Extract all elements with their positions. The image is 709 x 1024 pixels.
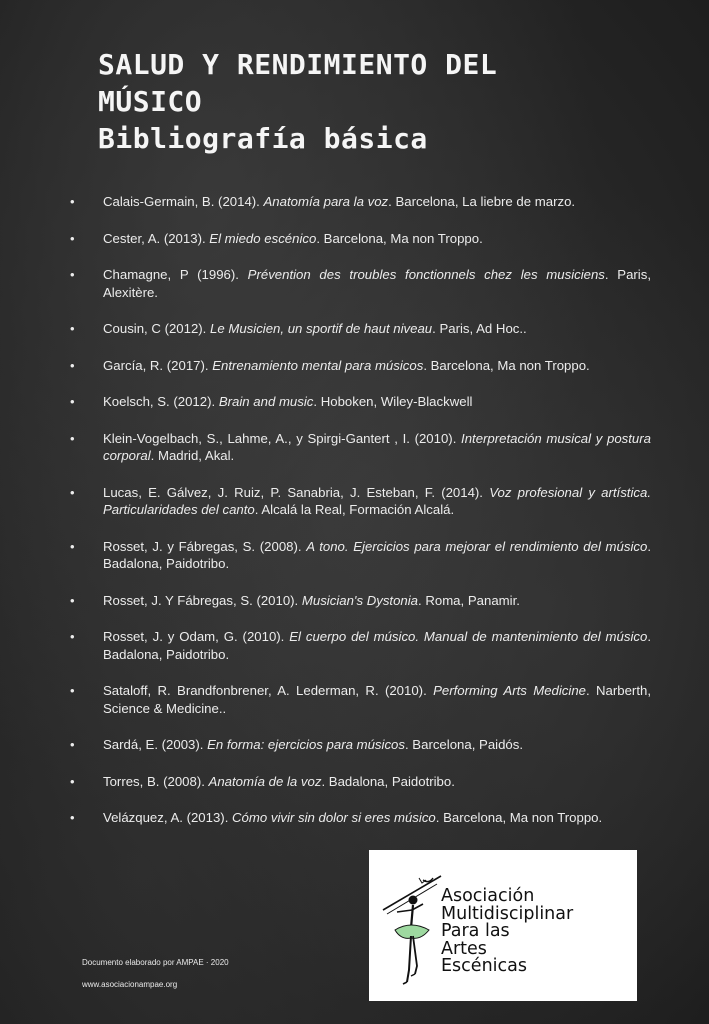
ref-publisher: . Barcelona, Paidós. (404, 737, 524, 752)
ref-publisher: . Paris, Ad Hoc.. (432, 321, 527, 336)
bullet-icon: • (70, 230, 75, 246)
ref-authors: Lucas, E. Gálvez, J. Ruiz, P. Sanabria, J. Esteban, F. (2014). (103, 484, 490, 500)
ampae-logo (369, 850, 637, 1001)
ref-publisher: . Barcelona, Ma non Troppo. (423, 357, 590, 373)
ref-authors: Rosset, J. Y Fábregas, S. (2010). (103, 592, 302, 608)
bibliography-item (66, 484, 651, 519)
ref-title: Musician's Dystonia (301, 592, 419, 608)
bibliography-item (66, 773, 651, 791)
bullet-icon: • (70, 737, 75, 752)
bullet-icon: • (70, 629, 75, 644)
logo-text (441, 888, 573, 976)
ref-publisher: . Roma, Panamir. (418, 592, 520, 608)
ref-title: En forma: ejercicios para músicos (207, 737, 405, 752)
bullet-icon: • (70, 484, 75, 500)
ref-title: Interpretación musical y postura corporal (103, 430, 651, 463)
ref-title: Cómo vivir sin dolor si eres músico (232, 810, 436, 825)
ref-authors: Chamagne, P (1996). (103, 267, 248, 282)
title-line-1: SALUD Y RENDIMIENTO DEL (98, 48, 498, 81)
logo-line-4: Artes (441, 938, 487, 959)
ref-title: A tono. Ejercicios para mejorar el rendimiento del músico (306, 538, 648, 554)
ref-title: El cuerpo del músico. Manual de mantenimiento del músico (289, 629, 648, 644)
ref-title: El miedo escénico (209, 230, 317, 246)
bullet-icon: • (70, 810, 75, 825)
ref-title: Anatomía de la voz (208, 773, 322, 789)
bullet-icon: • (70, 267, 75, 282)
bibliography-item (66, 320, 651, 338)
footer-website[interactable]: www.asociacionampae.org (82, 980, 178, 989)
ref-authors: Rosset, J. y Odam, G. (2010). (103, 629, 290, 644)
ref-publisher: . Hoboken, Wiley-Blackwell (313, 394, 473, 409)
ref-title: Brain and music (218, 394, 314, 409)
ref-authors: Klein-Vogelbach, S., Lahme, A., y Spirgi-Gantert , I. (2010). (103, 430, 462, 446)
ref-authors: Calais-Germain, B. (2014). (103, 194, 264, 209)
ref-publisher: . Madrid, Akal. (150, 448, 235, 463)
bullet-icon: • (70, 538, 75, 554)
ref-authors: Sardá, E. (2003). (103, 737, 208, 752)
ref-authors: Torres, B. (2008). (103, 773, 209, 789)
bullet-icon: • (70, 683, 75, 698)
bibliography-item (66, 430, 651, 465)
bibliography-item (66, 592, 651, 610)
bibliography-item (66, 736, 651, 754)
ref-authors: Cester, A. (2013). (103, 230, 210, 246)
footer-credit: Documento elaborado por AMPAE · 2020 (82, 958, 229, 967)
ref-title: Entrenamiento mental para músicos (212, 357, 424, 373)
bullet-icon: • (70, 592, 75, 608)
logo-line-1: Asociación (441, 886, 535, 906)
bullet-icon: • (70, 357, 75, 373)
page-title (98, 46, 658, 157)
ref-publisher: . Narberth, Science & Medicine.. (103, 683, 651, 716)
bullet-icon: • (70, 194, 75, 209)
ref-publisher: . Paris, Alexitère. (103, 267, 651, 300)
bibliography-item (66, 538, 651, 573)
bibliography-item (66, 628, 651, 663)
ref-authors: Koelsch, S. (2012). (103, 394, 219, 409)
bibliography-list (66, 193, 651, 846)
ref-title: Prévention des troubles fonctionnels chez les musiciens (247, 267, 605, 282)
ref-title: Anatomía para la voz (263, 194, 389, 209)
ref-publisher: . Barcelona, Ma non Troppo. (435, 810, 603, 825)
bullet-icon: • (70, 430, 75, 446)
ref-publisher: . Alcalá la Real, Formación Alcalá. (254, 502, 455, 517)
ref-authors: Rosset, J. y Fábregas, S. (2008). (103, 538, 307, 554)
logo-line-2: Multidisciplinar (441, 903, 574, 924)
ref-authors: Velázquez, A. (2013). (103, 810, 233, 825)
ref-publisher: . Barcelona, La liebre de marzo. (388, 194, 576, 209)
ref-publisher: . Barcelona, Ma non Troppo. (316, 230, 483, 246)
bibliography-item (66, 393, 651, 411)
ref-title: Le Musicien, un sportif de haut niveau (210, 321, 433, 336)
ref-title: Performing Arts Medicine (433, 683, 586, 698)
ref-publisher: . Badalona, Paidotribo. (321, 773, 455, 789)
bibliography-item (66, 357, 651, 375)
ref-title: Voz profesional y artística. Particularidades del canto (103, 484, 651, 517)
ref-publisher: . Badalona, Paidotribo. (103, 538, 651, 571)
bullet-icon: • (70, 321, 75, 336)
ref-authors: García, R. (2017). (103, 357, 213, 373)
ref-authors: Sataloff, R. Brandfonbrener, A. Lederman, R. (2010). (103, 683, 434, 698)
bibliography-item (66, 682, 651, 717)
bibliography-item (66, 809, 651, 827)
logo-line-3: Para las (441, 921, 510, 941)
logo-line-5: Escénicas (441, 956, 527, 976)
bibliography-item (66, 230, 651, 248)
ref-publisher: . Badalona, Paidotribo. (103, 629, 651, 662)
ref-authors: Cousin, C (2012). (103, 321, 211, 336)
bibliography-item (66, 193, 651, 211)
dancer-violin-icon (377, 870, 447, 990)
bullet-icon: • (70, 394, 75, 409)
bibliography-item (66, 266, 651, 301)
bullet-icon: • (70, 773, 75, 789)
title-line-2: MÚSICO (98, 85, 203, 118)
title-line-3: Bibliografía básica (98, 122, 428, 155)
